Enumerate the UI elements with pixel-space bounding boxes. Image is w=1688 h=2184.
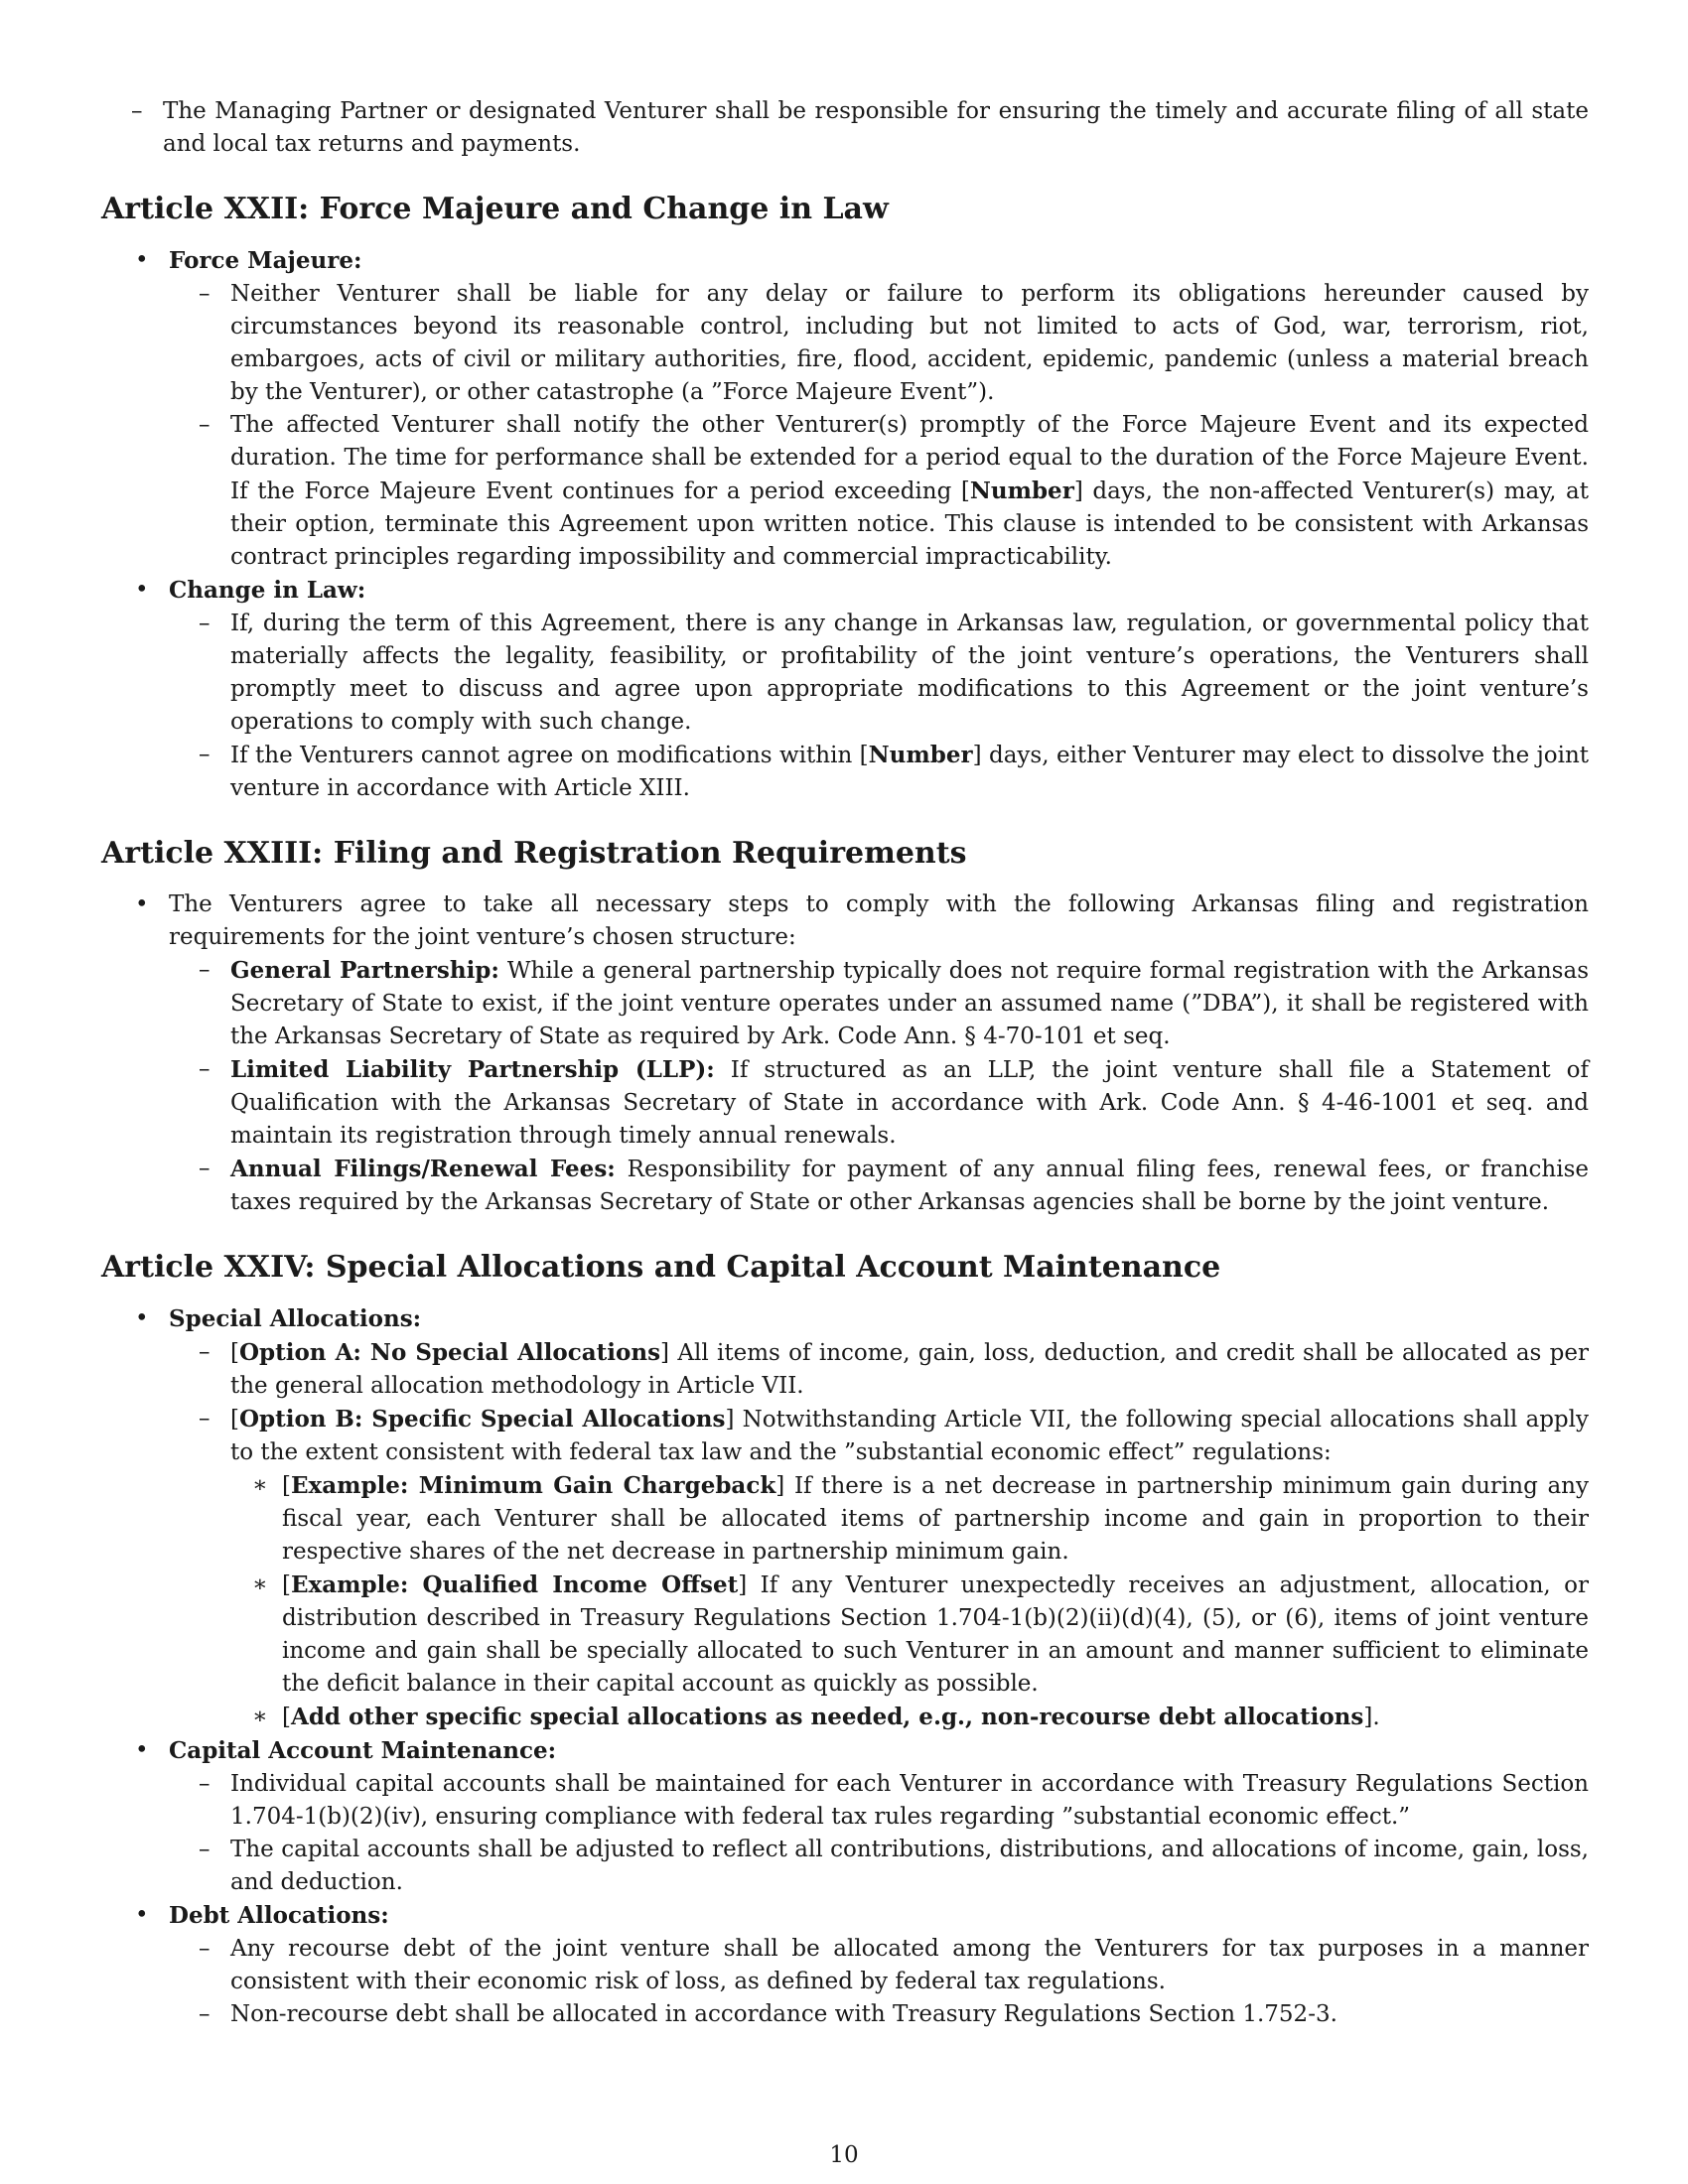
list-item: – Non-recourse debt shall be allocated in accordance with Treasury Regulations Section 1.752-3. [169, 1998, 1589, 2031]
special-allocations-sublist [169, 1336, 1589, 1734]
force-majeure-sublist [169, 278, 1589, 574]
list-item-capital-account [101, 1734, 1589, 1899]
list-item-change-in-law [101, 574, 1589, 805]
list-item-example-mgc: ∗ [Example: Minimum Gain Chargeback] If there is a net decrease in partnership minimum gain during any fiscal year, each Venturer shall be allocated items of partnership income and gain in proportion to their respective shares of the net decrease in partnership minimum gain. [230, 1469, 1589, 1569]
list-item-special-allocations [101, 1302, 1589, 1734]
article-23-list [101, 888, 1589, 1219]
list-item: • The Venturers agree to take all necessary steps to comply with the following Arkansas filing and registration requirements for the joint venture’s chosen structure: – General Partnership: While a general partnership typically does not require formal registration with the Arkansas Secretary of State to exist, if the joint venture operates under an assumed name (”DBA”), it shall be registered with the Arkansas Secretary of State as required by Ark. Code Ann. § 4-70-101 et seq. – Limited Liability Partnership (LLP): If structured as an LLP, the joint venture shall file a Statement of Qualification with the Arkansas Secretary of State in accordance with Ark. Code Ann. § 4-46-1001 et seq. and maintain its registration through timely annual renewals. – Annual Filings/Renewal Fees: Responsibility for payment of any annual filing fees, renewal fees, or franchise taxes required by the Arkansas Secretary of State or other Arkansas agencies shall be borne by the joint venture. [101, 888, 1589, 1219]
list-item-llp: – Limited Liability Partnership (LLP): If structured as an LLP, the joint venture shall file a Statement of Qualification with the Arkansas Secretary of State in accordance with Ark. Code Ann. § 4-46-1001 et seq. and maintain its registration through timely annual renewals. [169, 1053, 1589, 1153]
special-allocations-label: Special Allocations: [169, 1305, 422, 1332]
list-item: – If the Venturers cannot agree on modifications within [Number] days, either Venturer may elect to dissolve the joint venture in accordance with Article XIII. [169, 739, 1589, 805]
list-item-debt-allocations [101, 1899, 1589, 2031]
list-item: – The Managing Partner or designated Venturer shall be responsible for ensuring the timely and accurate filing of all state and local tax returns and payments. [101, 95, 1589, 161]
list-item-annual-filings: – Annual Filings/Renewal Fees: Responsibility for payment of any annual filing fees, renewal fees, or franchise taxes required by the Arkansas Secretary of State or other Arkansas agencies shall be borne by the joint venture. [169, 1153, 1589, 1219]
capital-account-sublist [169, 1768, 1589, 1899]
page-number: 10 [829, 2142, 859, 2168]
list-item-option-a: – [Option A: No Special Allocations] All items of income, gain, loss, deduction, and credit shall be allocated as per the general allocation methodology in Article VII. [169, 1336, 1589, 1403]
list-item-example-qio: ∗ [Example: Qualified Income Offset] If any Venturer unexpectedly receives an adjustment, allocation, or distribution described in Treasury Regulations Section 1.704-1(b)(2)(ii)(d)(4), (5), or (6), items of joint venture income and gain shall be specially allocated to such Venturer in an amount and manner sufficient to eliminate the deficit balance in their capital account as quickly as possible. [230, 1569, 1589, 1701]
article-24-list [101, 1302, 1589, 2031]
option-b-sublist [230, 1469, 1589, 1734]
article-22-list [101, 244, 1589, 805]
list-item-example-other: ∗ [Add other specific special allocations as needed, e.g., non-recourse debt allocations]. [230, 1701, 1589, 1734]
list-item-general-partnership: – General Partnership: While a general partnership typically does not require formal registration with the Arkansas Secretary of State to exist, if the joint venture operates under an assumed name (”DBA”), it shall be registered with the Arkansas Secretary of State as required by Ark. Code Ann. § 4-70-101 et seq. [169, 954, 1589, 1053]
document-page [101, 95, 1589, 2031]
capital-account-label: Capital Account Maintenance: [169, 1737, 557, 1764]
change-in-law-sublist [169, 608, 1589, 805]
list-item: – If, during the term of this Agreement, there is any change in Arkansas law, regulation, or governmental policy that materially affects the legality, feasibility, or profitability of the joint venture’s operations, the Venturers shall promptly meet to discuss and agree upon appropriate modifications to this Agreement or the joint venture’s operations to comply with such change. [169, 608, 1589, 739]
article-22-heading: Article XXII: Force Majeure and Change in Law [101, 192, 889, 226]
continued-list [101, 95, 1589, 161]
debt-allocations-sublist [169, 1933, 1589, 2031]
force-majeure-label: Force Majeure: [169, 247, 362, 274]
list-item: – Any recourse debt of the joint venture shall be allocated among the Venturers for tax purposes in a manner consistent with their economic risk of loss, as defined by federal tax regulations. [169, 1933, 1589, 1998]
filing-sublist [169, 954, 1589, 1219]
change-in-law-label: Change in Law: [169, 577, 366, 604]
list-item: – The capital accounts shall be adjusted to reflect all contributions, distributions, and allocations of income, gain, loss, and deduction. [169, 1834, 1589, 1899]
article-24-heading: Article XXIV: Special Allocations and Capital Account Maintenance [101, 1250, 1221, 1285]
list-item: – The affected Venturer shall notify the other Venturer(s) promptly of the Force Majeure Event and its expected duration. The time for performance shall be extended for a period equal to the duration of the Force Majeure Event. If the Force Majeure Event continues for a period exceeding [Number] days, the non-affected Venturer(s) may, at their option, terminate this Agreement upon written notice. This clause is intended to be consistent with Arkansas contract principles regarding impossibility and commercial impracticability. [169, 409, 1589, 574]
list-item-force-majeure [101, 244, 1589, 574]
debt-allocations-label: Debt Allocations: [169, 1902, 389, 1929]
list-item: – Neither Venturer shall be liable for any delay or failure to perform its obligations hereunder caused by circumstances beyond its reasonable control, including but not limited to acts of God, war, terrorism, riot, embargoes, acts of civil or military authorities, fire, flood, accident, epidemic, pandemic (unless a material breach by the Venturer), or other catastrophe (a ”Force Majeure Event”). [169, 278, 1589, 409]
list-item-option-b: – [Option B: Specific Special Allocations] Notwithstanding Article VII, the following special allocations shall apply to the extent consistent with federal tax law and the ”substantial economic effect” regulations: ∗ [Example: Minimum Gain Chargeback] If there is a net decrease in partnership minimum gain during any fiscal year, each Venturer shall be allocated items of partnership income and gain in proportion to their respective shares of the net decrease in partnership minimum gain. ∗ [Example: Qualified Income Offset] If any Venturer unexpectedly receives an adjustment, allocation, or distribution described in Treasury Regulations Section 1.704-1(b)(2)(ii)(d)(4), (5), or (6), items of joint venture income and gain shall be specially allocated to such Venturer in an amount and manner sufficient to eliminate the deficit balance in their capital account as quickly as possible. ∗ [Add other specific special allocations as needed, e.g., non-recourse debt allocations]. [169, 1403, 1589, 1734]
article-23-heading: Article XXIII: Filing and Registration Requirements [101, 836, 967, 871]
list-item: – Individual capital accounts shall be maintained for each Venturer in accordance with Treasury Regulations Section 1.704-1(b)(2)(iv), ensuring compliance with federal tax rules regarding ”substantial economic effect.” [169, 1768, 1589, 1834]
